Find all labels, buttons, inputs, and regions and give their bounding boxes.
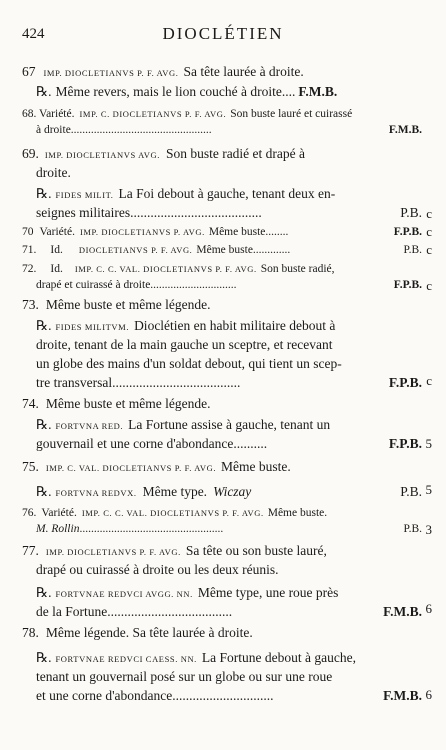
obverse-legend: IMP. DIOCLETIANVS AVG. — [44, 150, 160, 160]
reference: F.P.B. — [388, 436, 422, 451]
entry-74 — [22, 396, 422, 415]
entry-number: 78. — [22, 625, 39, 640]
entry-number: 77. — [22, 543, 39, 558]
entry-number: 72. — [22, 263, 37, 275]
reverse-description-cont: tenant un gouvernail posé sur un globe ou sur une roue — [36, 669, 333, 684]
reverse-description: Même type, une roue près — [197, 585, 339, 600]
entry-70 — [22, 226, 422, 242]
variant-label: 68. Variété. — [22, 108, 75, 120]
entry-71 — [22, 244, 422, 260]
obverse-description: Même buste et même légende. — [45, 297, 211, 312]
reverse-73 — [22, 318, 422, 394]
reverse-symbol: ℞. — [36, 650, 52, 665]
reverse-description-cont: gouvernail et une corne d'abondance.......... — [36, 436, 268, 451]
variant-label: Id. — [50, 263, 63, 275]
entry-69 — [22, 146, 422, 184]
rarity-mark: 6 — [425, 601, 432, 616]
entry-73 — [22, 297, 422, 316]
reverse-legend: FIDES MILIT. — [55, 190, 114, 200]
reverse-75 — [22, 484, 422, 503]
entry-67 — [22, 64, 422, 83]
entry-68 — [22, 108, 422, 140]
rarity-mark: c — [426, 206, 432, 221]
rarity-mark: c — [426, 224, 432, 239]
obverse-description: Même buste. — [221, 459, 291, 474]
reverse-77 — [22, 585, 422, 623]
obverse-description: Même buste........ — [208, 226, 289, 238]
reverse-symbol: ℞. — [36, 417, 52, 432]
variant-label: Id. — [50, 244, 63, 256]
reverse-description: La Foi debout à gauche, tenant deux en- — [118, 186, 336, 201]
collection-owner: M. Rollin — [36, 523, 80, 535]
entry-72 — [22, 263, 422, 295]
reference: P.B. — [400, 205, 422, 220]
reverse-symbol: ℞. — [36, 484, 52, 499]
reference: F.P.B. — [393, 279, 422, 291]
reverse-74 — [22, 417, 422, 455]
reference: P.B. — [403, 244, 422, 256]
reverse-description: Même type. — [142, 484, 208, 499]
reference: F.P.B. — [393, 226, 422, 238]
reference: F.M.B. — [383, 604, 422, 619]
obverse-description: Même légende. Sa tête laurée à droite. — [45, 625, 253, 640]
rarity-mark: 5 — [425, 436, 432, 451]
obverse-legend: IMP. C. DIOCLETIANVS P. F. AVG. — [79, 109, 227, 119]
obverse-description: Même buste............. — [196, 244, 291, 256]
obverse-description-cont: drapé ou cuirassé à droite ou les deux réunis. — [36, 562, 279, 577]
obverse-description: Même buste. — [267, 507, 328, 519]
page-title: DIOCLÉTIEN — [162, 24, 284, 43]
entry-number: 67 — [22, 64, 36, 79]
reverse-description-cont: et une corne d'abondance.............................. — [36, 688, 274, 703]
reverse-description-cont: de la Fortune..................................... — [36, 604, 233, 619]
reverse-legend: FORTVNA REDVX. — [55, 488, 137, 498]
reverse-description-cont: un globe des mains d'un soldat debout, qui tient un scep- — [36, 356, 342, 371]
reverse-69 — [22, 186, 422, 224]
reference: F.M.B. — [383, 688, 422, 703]
reverse-legend: FORTVNA RED. — [55, 421, 124, 431]
reverse-legend: FORTVNAE REDVCI CAESS. NN. — [55, 654, 197, 664]
reverse-67 — [22, 84, 422, 103]
entry-number: 76. — [22, 507, 37, 519]
obverse-description-cont: drapé et cuirassé à droite.............................. — [36, 279, 237, 291]
reference: F.P.B. — [388, 375, 422, 390]
reverse-description: Même revers, mais le lion couché à droite.... — [55, 84, 296, 99]
obverse-description-cont: droite. — [36, 165, 71, 180]
obverse-description: Son buste lauré et cuirassé — [230, 108, 353, 120]
reverse-legend: FORTVNAE REDVCI AVGG. NN. — [55, 589, 193, 599]
obverse-legend: IMP. DIOCLETIANVS P. F. AVG. — [43, 68, 179, 78]
reverse-78 — [22, 650, 422, 707]
obverse-legend: IMP. DIOCLETIANVS P. F. AVG. — [45, 547, 181, 557]
entry-number: 70 — [22, 226, 34, 238]
rarity-mark: 5 — [425, 482, 432, 497]
obverse-description: Sa tête laurée à droite. — [183, 64, 304, 79]
rarity-mark: 6 — [425, 687, 432, 702]
page-header — [0, 24, 446, 48]
obverse-legend: IMP. C. C. VAL. DIOCLETIANVS P. F. AVG. — [74, 264, 257, 274]
reverse-description-cont: droite, tenant de la main gauche un sceptre, et recevant — [36, 337, 333, 352]
reverse-description: La Fortune debout à gauche, — [201, 650, 356, 665]
obverse-legend: IMP. C. C. VAL. DIOCLETIANVS P. F. AVG. — [81, 508, 264, 518]
entry-75 — [22, 459, 422, 478]
reverse-description-cont: tre transversal...................................... — [36, 375, 241, 390]
obverse-description: Sa tête ou son buste lauré, — [185, 543, 327, 558]
reverse-description: Dioclétien en habit militaire debout à — [134, 318, 336, 333]
entry-77 — [22, 543, 422, 581]
rarity-mark: 3 — [425, 522, 432, 537]
rarity-mark: c — [426, 278, 432, 293]
reverse-description-cont: seignes militaires....................................... — [36, 205, 262, 220]
obverse-legend: DIOCLETIANVS P. F. AVG. — [78, 245, 193, 255]
entry-78 — [22, 625, 422, 644]
entry-number: 71. — [22, 244, 37, 256]
obverse-description-cont: à droite................................................. — [36, 124, 212, 136]
obverse-description: Son buste radié, — [260, 263, 335, 275]
rarity-mark: c — [426, 242, 432, 257]
reverse-legend: FIDES MILITVM. — [55, 322, 130, 332]
reverse-symbol: ℞. — [36, 585, 52, 600]
variant-label: Variété. — [41, 507, 77, 519]
entry-76 — [22, 507, 422, 539]
reference: F.M.B. — [298, 84, 338, 99]
obverse-description: Son buste radié et drapé à — [165, 146, 306, 161]
page-number: 424 — [22, 26, 45, 42]
entry-number: 75. — [22, 459, 39, 474]
rarity-mark: c — [426, 373, 432, 388]
collection-owner: Wiczay — [213, 484, 252, 499]
entry-number: 74. — [22, 396, 39, 411]
reverse-symbol: ℞. — [36, 186, 52, 201]
reference: P.B. — [400, 484, 422, 499]
entry-number: 69. — [22, 146, 39, 161]
reverse-symbol: ℞. — [36, 318, 52, 333]
obverse-description: Même buste et même légende. — [45, 396, 211, 411]
reverse-symbol: ℞. — [36, 84, 52, 99]
entry-number: 73. — [22, 297, 39, 312]
variant-label: Variété. — [39, 226, 75, 238]
leader-dots: .................................................. — [79, 523, 224, 535]
obverse-legend: IMP. DIOCLETIANVS P. AVG. — [79, 227, 205, 237]
reference: F.M.B. — [388, 124, 422, 136]
reverse-description: La Fortune assise à gauche, tenant un — [128, 417, 331, 432]
reference: P.B. — [403, 523, 422, 535]
obverse-legend: IMP. C. VAL. DIOCLETIANVS P. F. AVG. — [45, 463, 217, 473]
